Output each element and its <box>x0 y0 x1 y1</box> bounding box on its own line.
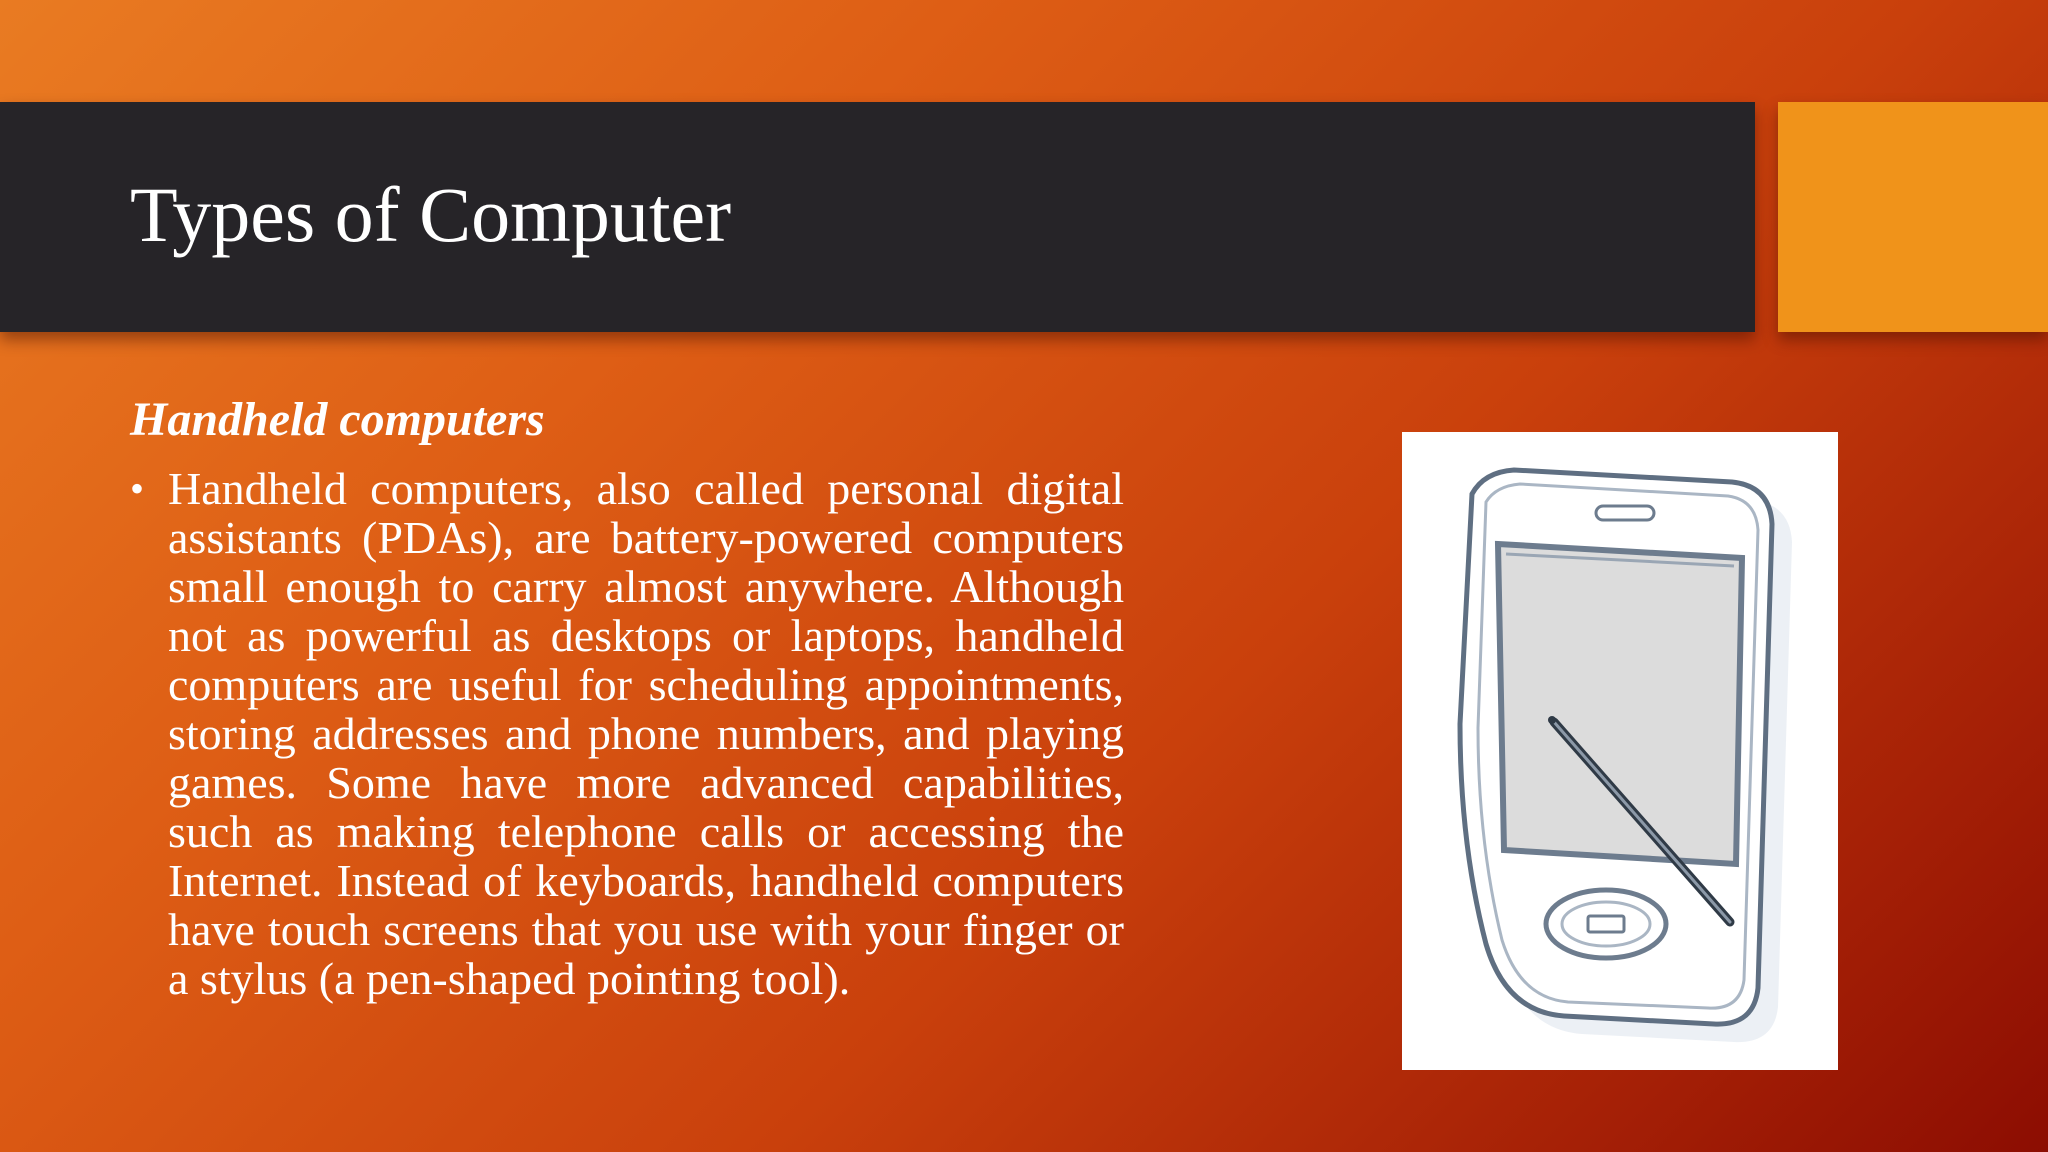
slide-title: Types of Computer <box>130 171 732 258</box>
accent-box <box>1778 102 2048 332</box>
bullet-icon: • <box>130 466 145 511</box>
bullet-text: Handheld computers, also called personal digital assistants (PDAs), are battery-powered computers small enough to carry almost anywhere. Although not as powerful as desktops or laptops, handheld computers are useful for scheduling appointments, storing addresses and phone numbers, and playing games. Some have more advanced capabilities, such as making telephone calls or accessing the Internet. Instead of keyboards, handheld computers have touch screens that you use with your finger or a stylus (a pen-shaped pointing tool). <box>168 463 1124 1004</box>
pda-with-stylus-icon <box>1402 432 1838 1070</box>
pda-illustration <box>1402 432 1838 1070</box>
bullet-list-item <box>130 464 1124 1003</box>
section-subheading: Handheld computers <box>130 393 545 446</box>
